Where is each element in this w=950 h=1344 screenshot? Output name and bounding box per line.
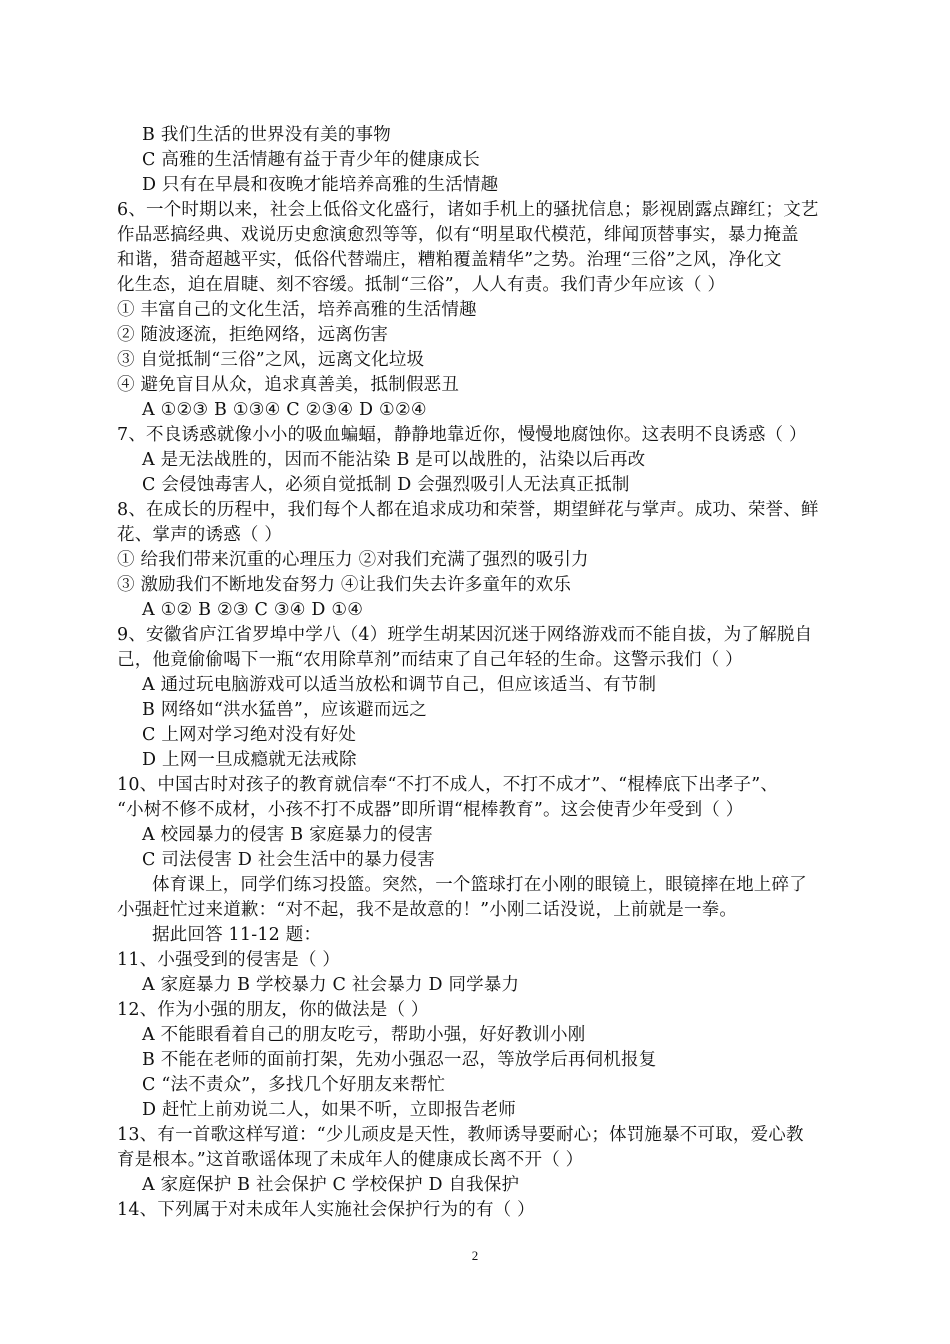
statement-line: ① 给我们带来沉重的心理压力 ②对我们充满了强烈的吸引力 [117,550,589,570]
page-number: 2 [471,1248,479,1263]
option-line: A 通过玩电脑游戏可以适当放松和调节自己，但应该适当、有节制 [142,675,657,695]
statement-line: ① 丰富自己的文化生活，培养高雅的生活情趣 [117,300,477,320]
passage-text: 体育课上，同学们练习投篮。突然，一个篮球打在小刚的眼镜上，眼镜摔在地上碎了 [152,875,807,895]
statement-line: ③ 自觉抵制“三俗”之风，远离文化垃圾 [117,350,425,370]
option-line: A 不能眼看着自己的朋友吃亏，帮助小强，好好教训小刚 [142,1025,586,1045]
statement-line: ② 随波逐流，拒绝网络，远离伤害 [117,325,389,345]
option-line: A ①② B ②③ C ③④ D ①④ [142,600,364,620]
passage-instruction: 据此回答 11-12 题： [152,925,322,945]
option-line: A ①②③ B ①③④ C ②③④ D ①②④ [142,400,427,420]
option-line: C 上网对学习绝对没有好处 [142,725,357,745]
question-text: 8、在成长的历程中，我们每个人都在追求成功和荣誉，期望鲜花与掌声。成功、荣誉、鲜 [117,500,819,520]
option-line: D 只有在早晨和夜晚才能培养高雅的生活情趣 [142,175,499,195]
option-line: A 是无法战胜的，因而不能沾染 B 是可以战胜的，沾染以后再改 [142,450,646,470]
question-text: 作品恶搞经典、戏说历史愈演愈烈等等，似有“明星取代模范，绯闻顶替事实，暴力掩盖 [117,225,799,245]
question-text: 14、下列属于对未成年人实施社会保护行为的有（ ） [117,1200,535,1220]
statement-line: ③ 激励我们不断地发奋努力 ④让我们失去许多童年的欢乐 [117,575,572,595]
option-line: C 高雅的生活情趣有益于青少年的健康成长 [142,150,480,170]
statement-line: ④ 避免盲目从众，追求真善美，抵制假恶丑 [117,375,460,395]
question-text: 12、作为小强的朋友，你的做法是（ ） [117,1000,429,1020]
question-text: 化生态，迫在眉睫、刻不容缓。抵制“三俗”，人人有责。我们青少年应该（ ） [117,275,726,295]
question-text: 9、安徽省庐江省罗埠中学八（4）班学生胡某因沉迷于网络游戏而不能自拔，为了解脱自 [117,625,813,645]
option-line: B 网络如“洪水猛兽”，应该避而远之 [142,700,427,720]
option-line: A 家庭暴力 B 学校暴力 C 社会暴力 D 同学暴力 [142,975,520,995]
option-line: A 家庭保护 B 社会保护 C 学校保护 D 自我保护 [142,1175,520,1195]
option-line: A 校园暴力的侵害 B 家庭暴力的侵害 [142,825,433,845]
question-text: 10、中国古时对孩子的教育就信奉“不打不成人，不打不成才”、“棍棒底下出孝子”、 [117,775,779,795]
question-text: “小树不修不成材，小孩不打不成器”即所谓“棍棒教育”。这会使青少年受到（ ） [117,800,744,820]
option-line: C “法不责众”，多找几个好朋友来帮忙 [142,1075,446,1095]
question-text: 己，他竟偷偷喝下一瓶“农用除草剂”而结束了自己年轻的生命。这警示我们（ ） [117,650,743,670]
question-text: 7、不良诱惑就像小小的吸血蝙蝠，静静地靠近你，慢慢地腐蚀你。这表明不良诱惑（ ） [117,425,807,445]
question-text: 育是根本。”这首歌谣体现了未成年人的健康成长离不开（ ） [117,1150,584,1170]
option-line: C 司法侵害 D 社会生活中的暴力侵害 [142,850,435,870]
option-line: C 会侵蚀毒害人，必须自觉抵制 D 会强烈吸引人无法真正抵制 [142,475,630,495]
question-text: 6、一个时期以来，社会上低俗文化盛行，诸如手机上的骚扰信息；影视剧露点蹿红；文艺 [117,200,819,220]
question-text: 11、小强受到的侵害是（ ） [117,950,341,970]
question-text: 13、有一首歌这样写道：“少儿顽皮是天性，教师诱导要耐心；体罚施暴不可取，爱心教 [117,1125,804,1145]
question-text: 和谐，猎奇超越平实，低俗代替端庄，糟粕覆盖精华”之势。治理“三俗”之风，净化文 [117,250,782,270]
option-line: B 我们生活的世界没有美的事物 [142,125,391,145]
passage-text: 小强赶忙过来道歉：“对不起，我不是故意的！”小刚二话没说，上前就是一拳。 [117,900,738,920]
option-line: B 不能在老师的面前打架，先劝小强忍一忍，等放学后再伺机报复 [142,1050,657,1070]
option-line: D 上网一旦成瘾就无法戒除 [142,750,357,770]
option-line: D 赶忙上前劝说二人，如果不听，立即报告老师 [142,1100,516,1120]
question-text: 花、掌声的诱惑（ ） [117,525,283,545]
